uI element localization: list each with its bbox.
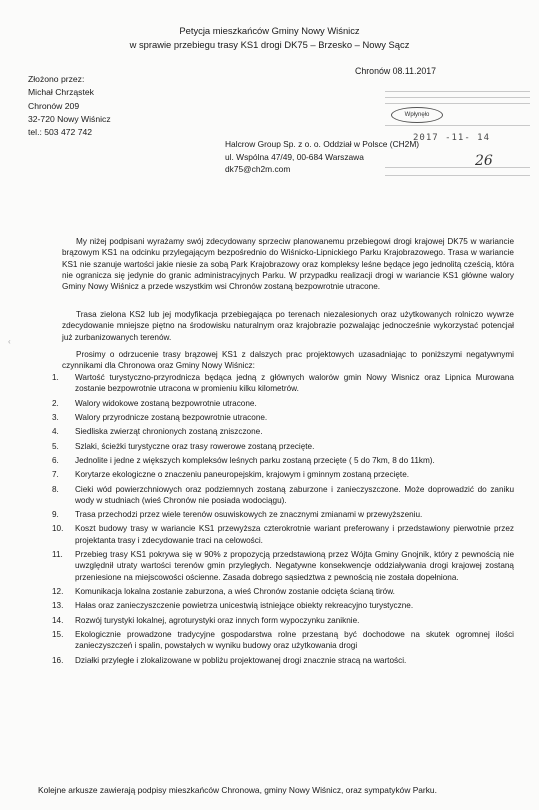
list-item-text: Działki przyległe i zlokalizowane w pobliżu projektowanej drogi znacznie stracą na wartości. <box>75 655 407 665</box>
list-item <box>52 629 514 652</box>
recipient-address: ul. Wspólna 47/49, 00-684 Warszawa <box>225 151 364 162</box>
list-item-number: 2. <box>52 398 59 408</box>
sender-street: Chronów 209 <box>28 100 80 111</box>
title-line-1: Petycja mieszkańców Gminy Nowy Wiśnicz <box>179 25 360 36</box>
list-item <box>52 455 514 466</box>
sender-name: Michał Chrząstek <box>28 87 94 98</box>
list-item-text: Rozwój turystyki lokalnej, agroturystyki oraz innych form wypoczynku zaniknie. <box>75 615 360 625</box>
list-item <box>52 655 514 666</box>
list-item-number: 5. <box>52 441 59 451</box>
title-line-2: w sprawie przebiegu trasy KS1 drogi DK75 – Brzesko – Nowy Sącz <box>129 39 410 51</box>
list-item-text: Jednolite i jedne z większych kompleksów leśnych parku zostaną przecięte ( 5 do 7km, 8 do 11km). <box>75 455 435 465</box>
list-item <box>52 372 514 395</box>
sender-phone: tel.: 503 472 742 <box>28 127 93 138</box>
third-paragraph: Prosimy o odrzucenie trasy brązowej KS1 z dalszych prac projektowych uzasadniając to poniższymi negatywnymi czynnikami dla Chronowa oraz Gminy Nowy Wiśnicz: <box>62 350 514 371</box>
list-item <box>52 600 514 611</box>
list-item <box>52 615 514 626</box>
list-item-number: 14. <box>52 615 64 625</box>
list-item-text: Walory widokowe zostaną bezpowrotnie utracone. <box>75 398 257 408</box>
list-item-text: Wartość turystyczno-przyrodnicza będąca jedną z głównych walorów gmin Nowy Wisnicz oraz Lipnica Murowana zostanie bezpowrotnie utracona w promieniu kilku kilometrów. <box>75 373 514 394</box>
margin-mark: ‹ <box>8 337 11 346</box>
list-item-text: Walory przyrodnicze zostaną bezpowrotnie utracone. <box>75 412 268 422</box>
list-item-number: 6. <box>52 455 59 465</box>
list-item-number: 13. <box>52 601 64 611</box>
list-item-text: Siedliska zwierząt chronionych zostaną zniszczone. <box>75 427 263 437</box>
list-item-text: Koszt budowy trasy w wariancie KS1 przewyższa czterokrotnie wariant preferowany i przedstawiony pierwotnie przez projektanta trasy i zdecydowanie traci na celowości. <box>75 524 514 545</box>
list-item-number: 9. <box>52 510 59 520</box>
sender-label: Złożono przez: <box>28 74 85 84</box>
list-item <box>52 441 514 452</box>
list-item <box>52 549 514 583</box>
list-item-text: Trasa przechodzi przez wiele terenów osuwiskowych ze znacznymi zmianami w przewyższeniu. <box>75 510 423 520</box>
list-item-number: 8. <box>52 484 59 494</box>
list-item-text: Szlaki, ścieżki turystyczne oraz trasy rowerowe zostaną przecięte. <box>75 441 315 451</box>
list-item-number: 7. <box>52 470 59 480</box>
stamp-date: 2017 -11- 14 <box>413 133 491 143</box>
list-item-number: 16. <box>52 655 64 665</box>
list-item-text: Hałas oraz zanieczyszczenie powietrza unicestwią istniejące obiekty rekreacyjno turystyczne. <box>75 601 414 611</box>
intro-paragraph: My niżej podpisani wyrażamy swój zdecydowany sprzeciw planowanemu przebiegowi drogi krajowej DK75 w wariancie brązowym KS1 na odcinku przylegającym bezpośrednio do Wiśnicko-Lipnickiego Parku Krajobrazowego. Trasa w wariancie KS1 nie szanuje wartości jakie niesie za sobą Park Krajobrazowy oraz kompleksy leśne będące jego jednolitą cześcią, która nie ogranicza się jedynie do granic administracyjnych Parku. W przypadku realizacji drogi w wariancie KS1 główne walory Gminy Nowy Wiśnicz a przede wszystkim wsi Chronów zostaną bezpowrotnie utracone. <box>62 237 514 292</box>
sender-city: 32-720 Nowy Wiśnicz <box>28 113 111 124</box>
list-item <box>52 484 514 507</box>
list-item <box>52 426 514 437</box>
reasons-list <box>52 372 514 669</box>
list-item-number: 12. <box>52 587 64 596</box>
list-item-number: 4. <box>52 427 59 437</box>
list-item-number: 10. <box>52 524 64 534</box>
list-item <box>52 523 514 546</box>
list-item <box>52 586 514 597</box>
list-item <box>52 412 514 423</box>
list-item <box>52 509 514 520</box>
recipient-email: dk75@ch2m.com <box>225 164 291 175</box>
list-item-text: Cieki wód powierzchniowych oraz podziemnych zostaną zaburzone i zanieczyszczone. Może doprowadzić do zaniku wody w studniach (wieś Chronów nie posiada wodociągu). <box>75 484 514 505</box>
recipient-block <box>225 138 419 176</box>
list-item-text: Ekologicznie prowadzone tradycyjne gospodarstwa rolne przestaną być dochodowe na skutek ogromnej ilości zanieczyszczeń i spalin, powstałych w wyniku budowy oraz użytkowania drogi <box>75 629 514 651</box>
list-item-number: 1. <box>52 373 59 382</box>
list-item <box>52 469 514 480</box>
recipient-company: Halcrow Group Sp. z o. o. Oddział w Polsce (CH2M) <box>225 139 420 149</box>
list-item <box>52 398 514 409</box>
footer-note: Kolejne arkusze zawierają podpisy mieszkańców Chronowa, gminy Nowy Wiśnicz, oraz sympatyków Parku. <box>38 785 437 795</box>
list-item-text: Przebieg trasy KS1 pokrywa się w 90% z propozycją przedstawioną przez Wójta Gminy Gnojnik, który z pewnością nie uwzględnił utraty wartości terenów gmin przyległych. Negatywne konsekwencje oddziaływania drogi krajowej zostaną przeniesione na miejscowości ościenne. Zasada dobrego sąsiedztwa z pewnością nie została dopełniona. <box>75 550 514 582</box>
list-item-number: 11. <box>52 550 63 560</box>
list-item-text: Korytarze ekologiczne o znaczeniu paneuropejskim, krajowym i gminnym zostaną przecięte. <box>75 470 410 480</box>
document-date: Chronów 08.11.2017 <box>355 66 437 76</box>
list-item-number: 15. <box>52 629 64 639</box>
second-paragraph: Trasa zielona KS2 lub jej modyfikacja przebiegająca po terenach niezalesionych oraz użytkowanych rolniczo wywrze zdecydowanie mniejsze piętno na środowisku naturalnym oraz krajobrazie pozwalając jednocześnie wykorzystać potencjał już zurbanizowanych terenów. <box>62 310 514 342</box>
stamp-handwritten-number: 26 <box>475 153 493 169</box>
sender-block <box>28 73 111 140</box>
list-item-text: Komunikacja lokalna zostanie zaburzona, a wieś Chronów zostanie odcięta ścianą tirów. <box>75 587 395 596</box>
stamp-oval: Wpłynęło <box>391 107 443 123</box>
list-item-number: 3. <box>52 412 59 422</box>
document-title <box>0 24 539 52</box>
